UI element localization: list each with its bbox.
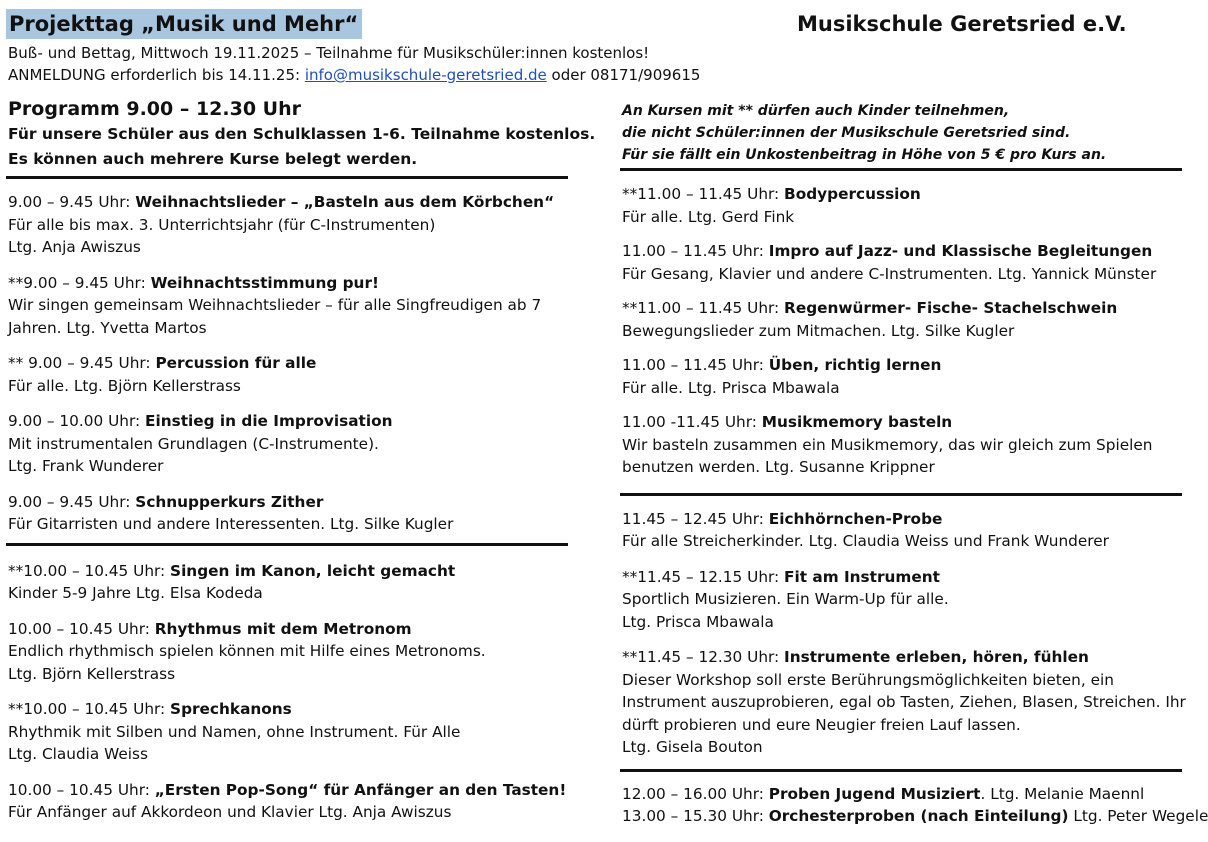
course-item <box>622 646 1186 759</box>
organization-name: Musikschule Geretsried e.V. <box>797 12 1127 36</box>
event-date-line: Buß- und Bettag, Mittwoch 19.11.2025 – Teilnahme für Musikschüler:innen kostenlos! <box>8 44 650 62</box>
course-description: Für alle. Ltg. Björn Kellerstrass <box>8 376 241 395</box>
course-item <box>622 783 1182 806</box>
course-item <box>622 805 1208 828</box>
course-title: Sprechkanons <box>170 700 292 718</box>
guest-note-3: Für sie fällt ein Unkostenbeitrag in Höhe von 5 € pro Kurs an. <box>622 147 1107 163</box>
course-time: 11.45 – 12.45 Uhr: <box>622 509 769 528</box>
course-title: Eichhörnchen-Probe <box>768 509 943 528</box>
section-divider <box>620 168 1182 171</box>
section-divider <box>620 493 1182 496</box>
course-time: 11.00 -11.45 Uhr: <box>622 413 762 431</box>
course-title: Fit am Instrument <box>784 567 940 586</box>
course-item <box>8 410 568 478</box>
right-column <box>622 100 1208 828</box>
course-item <box>8 191 568 259</box>
course-title: „Ersten Pop-Song“ für Anfänger an den Tasten! <box>154 780 567 799</box>
section-divider <box>6 176 568 179</box>
course-leader: Ltg. Prisca Mbawala <box>622 612 774 631</box>
course-description: Kinder 5-9 Jahre Ltg. Elsa Kodeda <box>8 584 263 602</box>
course-item <box>622 566 1182 634</box>
program-subtitle-1: Für unsere Schüler aus den Schulklassen 1-6. Teilnahme kostenlos. <box>8 125 596 143</box>
course-time: **11.45 – 12.30 Uhr: <box>622 648 785 666</box>
registration-line <box>8 66 700 84</box>
course-item <box>622 411 1182 479</box>
course-time: 13.00 – 15.30 Uhr: <box>622 807 769 825</box>
course-leader: Ltg. Peter Wegele <box>1068 807 1208 825</box>
course-description: Dieser Workshop soll erste Berührungsmöglichkeiten bieten, ein <box>622 670 1114 689</box>
course-item <box>622 183 1182 228</box>
course-time: ** 9.00 – 9.45 Uhr: <box>8 354 156 372</box>
course-description: Bewegungslieder zum Mitmachen. Ltg. Silke Kugler <box>622 321 1015 340</box>
course-title: Orchesterproben (nach Einteilung) <box>768 807 1069 825</box>
course-title: Instrumente erleben, hören, fühlen <box>784 648 1089 666</box>
course-title: Weihnachtsstimmung pur! <box>150 273 379 292</box>
course-time: **11.45 – 12.15 Uhr: <box>622 567 785 586</box>
program-title: Programm 9.00 – 12.30 Uhr <box>8 98 301 120</box>
course-item <box>622 354 1182 399</box>
registration-prefix: ANMELDUNG erforderlich bis 14.11.25: <box>8 66 305 84</box>
course-description: Instrument auszuprobieren, egal ob Tasten, Ziehen, Blasen, Streichen. Ihr <box>622 693 1186 711</box>
course-item <box>8 698 568 766</box>
course-leader: benutzen werden. Ltg. Susanne Krippner <box>622 458 935 476</box>
course-item <box>622 297 1182 342</box>
course-item <box>8 779 568 824</box>
course-time: 9.00 – 9.45 Uhr: <box>8 492 136 511</box>
course-title: Weihnachtslieder – „Basteln aus dem Körbchen“ <box>135 193 555 211</box>
course-item <box>8 560 568 605</box>
course-time: **10.00 – 10.45 Uhr: <box>8 561 171 580</box>
course-title: Rhythmus mit dem Metronom <box>154 619 412 638</box>
course-title: Üben, richtig lernen <box>768 356 942 374</box>
course-leader: Ltg. Gisela Bouton <box>622 738 763 756</box>
email-link[interactable]: info@musikschule-geretsried.de <box>304 66 547 84</box>
course-block-1145 <box>622 508 1186 759</box>
page-title: Projekttag „Musik und Mehr“ <box>6 9 362 39</box>
course-time: 11.00 – 11.45 Uhr: <box>622 356 769 374</box>
course-title: Proben Jugend Musiziert <box>768 784 981 803</box>
course-time: 9.00 – 10.00 Uhr: <box>8 412 146 430</box>
course-time: 10.00 – 10.45 Uhr: <box>8 619 155 638</box>
course-title: Einstieg in die Improvisation <box>145 412 393 430</box>
course-description: Für Gitarristen und andere Interessenten. Ltg. Silke Kugler <box>8 515 454 533</box>
course-time: 9.00 – 9.45 Uhr: <box>8 193 136 211</box>
course-time: 11.00 – 11.45 Uhr: <box>622 242 769 260</box>
course-time: 12.00 – 16.00 Uhr: <box>622 784 769 803</box>
course-leader: . Ltg. Melanie Maennl <box>980 784 1145 803</box>
guest-note-1: An Kursen mit ** dürfen auch Kinder teilnehmen, <box>622 103 1010 119</box>
course-description: Sportlich Musizieren. Ein Warm-Up für alle. <box>622 590 949 608</box>
course-description: dürft probieren und eure Neugier freien Lauf lassen. <box>622 715 1021 734</box>
course-time: 10.00 – 10.45 Uhr: <box>8 780 155 799</box>
course-time: **9.00 – 9.45 Uhr: <box>8 273 151 292</box>
course-item <box>8 272 568 340</box>
course-description: Für Gesang, Klavier und andere C-Instrumenten. Ltg. Yannick Münster <box>622 264 1157 283</box>
course-title: Singen im Kanon, leicht gemacht <box>170 561 456 580</box>
course-leader: Ltg. Anja Awiszus <box>8 238 141 256</box>
program-subtitle-2: Es können auch mehrere Kurse belegt werden. <box>8 150 418 168</box>
section-divider <box>6 543 568 546</box>
section-divider <box>620 769 1182 772</box>
course-leader: Ltg. Björn Kellerstrass <box>8 664 176 683</box>
course-description: Für alle bis max. 3. Unterrichtsjahr (für C-Instrumenten) <box>8 215 436 234</box>
course-block-10am <box>8 560 568 824</box>
course-block-11am <box>622 183 1182 479</box>
course-description: Mit instrumentalen Grundlagen (C-Instrumente). <box>8 434 379 453</box>
course-title: Musikmemory basteln <box>761 413 953 431</box>
left-column <box>8 96 596 824</box>
registration-suffix: oder 08171/909615 <box>546 66 701 84</box>
guest-note-2: die nicht Schüler:innen der Musikschule Geretsried sind. <box>622 125 1071 141</box>
course-time: **11.00 – 11.45 Uhr: <box>622 299 785 317</box>
course-description: Für alle. Ltg. Prisca Mbawala <box>622 378 840 397</box>
course-block-9am <box>8 191 568 536</box>
course-description: Für alle Streicherkinder. Ltg. Claudia Weiss und Frank Wunderer <box>622 532 1109 550</box>
course-leader: Jahren. Ltg. Yvetta Martos <box>8 318 207 337</box>
course-item <box>622 508 1182 553</box>
course-description: Für Anfänger auf Akkordeon und Klavier Ltg. Anja Awiszus <box>8 803 452 821</box>
course-item <box>8 352 568 397</box>
course-time: **10.00 – 10.45 Uhr: <box>8 700 171 718</box>
course-description: Wir basteln zusammen ein Musikmemory, das wir gleich zum Spielen <box>622 435 1153 454</box>
course-description: Wir singen gemeinsam Weihnachtslieder – für alle Singfreudigen ab 7 <box>8 296 542 314</box>
course-block-afternoon <box>622 783 1208 828</box>
course-description: Rhythmik mit Silben und Namen, ohne Instrument. Für Alle <box>8 722 461 741</box>
course-description: Für alle. Ltg. Gerd Fink <box>622 207 795 226</box>
course-time: **11.00 – 11.45 Uhr: <box>622 185 785 203</box>
course-description: Endlich rhythmisch spielen können mit Hilfe eines Metronoms. <box>8 642 486 660</box>
course-title: Bodypercussion <box>784 185 921 203</box>
course-leader: Ltg. Claudia Weiss <box>8 745 148 763</box>
course-title: Impro auf Jazz- und Klassische Begleitungen <box>768 242 1153 260</box>
course-item <box>8 618 568 686</box>
course-title: Regenwürmer- Fische- Stachelschwein <box>784 299 1118 317</box>
course-leader: Ltg. Frank Wunderer <box>8 457 164 475</box>
course-title: Percussion für alle <box>155 354 317 372</box>
course-title: Schnupperkurs Zither <box>135 492 324 511</box>
course-item <box>8 491 568 536</box>
course-item <box>622 240 1182 285</box>
